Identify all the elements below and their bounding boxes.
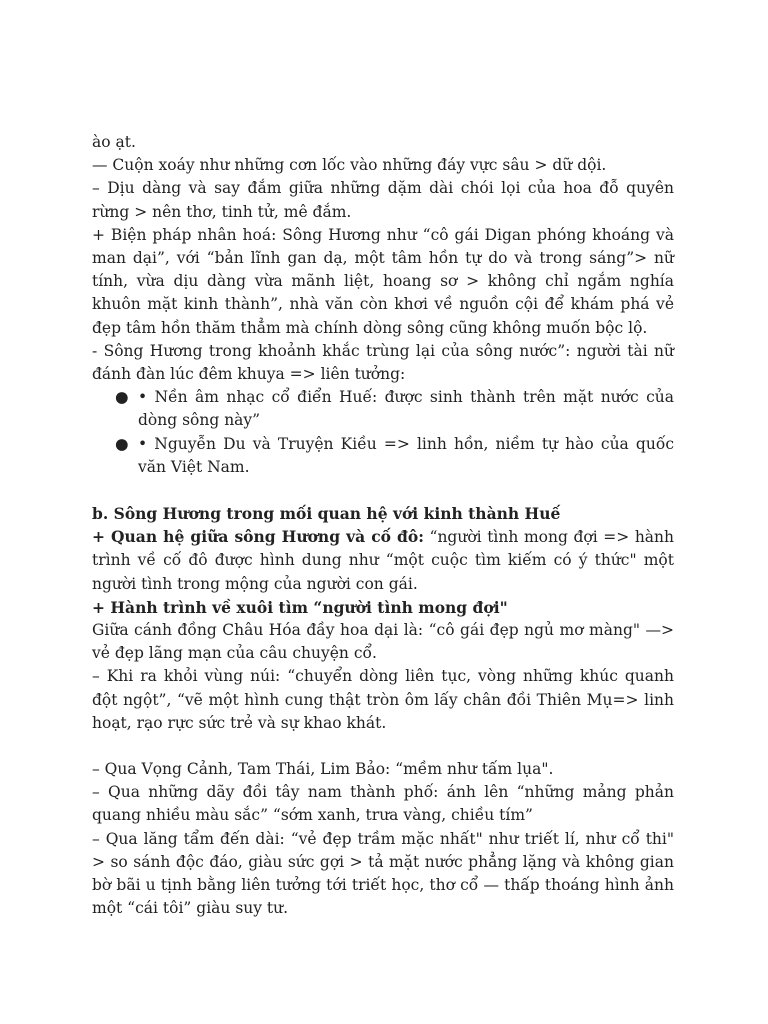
text-line-2: — Cuộn xoáy như những cơn lốc vào những đáy vực sâu > dữ dội. <box>92 156 607 175</box>
section-heading: b. Sông Hương trong mối quan hệ với kinh thành Huế <box>92 504 561 524</box>
hills-paragraph: – Qua những dãy đồi tây nam thành phố: ánh lên “những mảng phản quang nhiều màu sắc” “sớm xanh, trưa vàng, chiều tím” <box>92 783 674 825</box>
list-item-text: • Nguyễn Du và Truyện Kiều => linh hồn, niềm tự hào của quốc văn Việt Nam. <box>138 434 674 476</box>
association-list <box>92 386 674 479</box>
relation-text: “người tình mong đợi => hành trình về cố đô được hình dung như “một cuộc tìm kiếm có ý thức" một người tình trong mộng của người con gái. <box>92 528 675 593</box>
mountain-exit-paragraph: – Khi ra khỏi vùng núi: “chuyển dòng liên tục, vòng những khúc quanh đột ngột”, “vẽ một hình cung thật tròn ôm lấy chân đồi Thiên Mụ=> linh hoạt, rạo rực sức trẻ và sự khao khát. <box>92 667 674 732</box>
document-page <box>92 131 674 921</box>
relation-label: + Quan hệ giữa sông Hương và cố đô: <box>92 527 424 547</box>
night-music-paragraph: - Sông Hương trong khoảnh khắc trùng lại của sông nước”: người tài nữ đánh đàn lúc đêm khuya => liên tưởng: <box>92 341 674 384</box>
chau-hoa-paragraph: Giữa cánh đồng Châu Hóa đầy hoa dại là: “cô gái đẹp ngủ mơ màng" —> vẻ đẹp lãng mạn của câu chuyện cổ. <box>92 621 674 663</box>
text-line-vong-canh: – Qua Vọng Cảnh, Tam Thái, Lim Bảo: “mềm như tấm lụa". <box>92 760 554 779</box>
bullet-icon: ● <box>115 388 129 407</box>
journey-subheading: + Hành trình về xuôi tìm “người tình mong đợi" <box>92 597 508 617</box>
list-item <box>92 386 674 432</box>
spacer <box>92 735 674 758</box>
text-line-1: ào ạt. <box>92 133 136 151</box>
personification-paragraph: + Biện pháp nhân hoá: Sông Hương như “cô gái Digan phóng khoáng và man dại”, với “bản lĩnh gan dạ, một tâm hồn tự do và trong sáng”> nữ tính, vừa dịu dàng vừa mãnh liệt, hoang sơ > không chỉ ngắm nghía khuôn mặt kinh thành”, nhà văn còn khơi về nguồn cội để khám phá vẻ đẹp tâm hồn thăm thẳm mà chính dòng sông cũng không muốn bộc lộ. <box>92 225 674 337</box>
text-line-3: – Dịu dàng và say đắm giữa những dặm dài chói lọi của hoa đỗ quyên rừng > nên thơ, tinh tử, mê đắm. <box>92 179 674 221</box>
spacer <box>92 479 674 502</box>
list-item <box>92 433 674 479</box>
bullet-icon: ● <box>115 434 129 453</box>
list-item-text: • Nền âm nhạc cổ điển Huế: được sinh thành trên mặt nước của dòng sông này” <box>138 388 674 430</box>
tombs-paragraph: – Qua lăng tẩm đến dài: “vẻ đẹp trầm mặc nhất" như triết lí, như cổ thi" > so sánh độc đáo, giàu sức gợi > tả mặt nước phẳng lặng và không gian bờ bãi u tịnh bằng liên tưởng tới triết học, thơ cổ — thấp thoáng hình ảnh một “cái tôi” giàu suy tư. <box>92 829 674 918</box>
relation-paragraph <box>92 525 674 596</box>
